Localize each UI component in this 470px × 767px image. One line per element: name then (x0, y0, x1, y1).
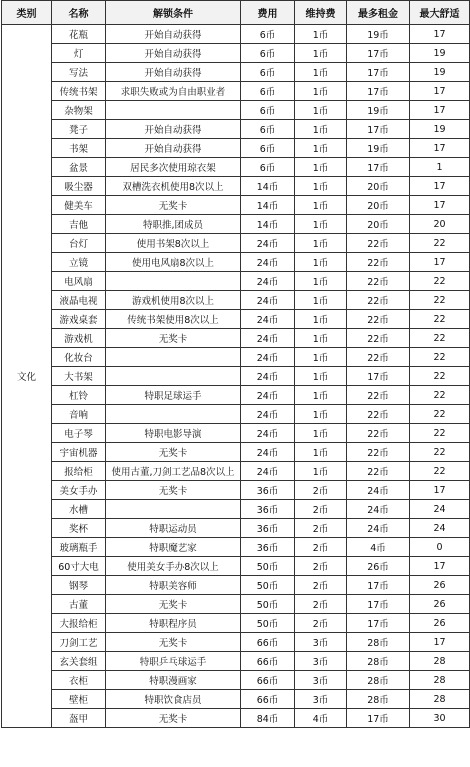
max-comfort-cell: 22 (410, 310, 470, 329)
max-rent-cell: 17币 (347, 614, 410, 633)
max-rent-cell: 28币 (347, 652, 410, 671)
item-name-cell: 美女手办 (52, 481, 106, 500)
max-comfort-cell: 0 (410, 538, 470, 557)
furniture-table (1, 0, 470, 728)
table-row (2, 234, 470, 253)
max-comfort-cell: 22 (410, 234, 470, 253)
unlock-condition-cell: 特职魔艺家 (106, 538, 241, 557)
max-rent-cell: 17币 (347, 367, 410, 386)
unlock-condition-cell: 开始自动获得 (106, 120, 241, 139)
cost-cell: 24币 (241, 405, 295, 424)
table-row (2, 671, 470, 690)
max-comfort-cell: 22 (410, 462, 470, 481)
max-rent-cell: 22币 (347, 272, 410, 291)
max-rent-cell: 28币 (347, 690, 410, 709)
max-rent-cell: 22币 (347, 424, 410, 443)
upkeep-cell: 1币 (295, 63, 347, 82)
header-cost: 费用 (241, 1, 295, 25)
max-comfort-cell: 17 (410, 196, 470, 215)
unlock-condition-cell: 特职美容师 (106, 576, 241, 595)
table-row (2, 519, 470, 538)
item-name-cell: 灯 (52, 44, 106, 63)
max-comfort-cell: 22 (410, 424, 470, 443)
cost-cell: 14币 (241, 196, 295, 215)
table-row (2, 63, 470, 82)
upkeep-cell: 1币 (295, 234, 347, 253)
max-comfort-cell: 24 (410, 500, 470, 519)
cost-cell: 6币 (241, 25, 295, 44)
table-row (2, 158, 470, 177)
max-rent-cell: 24币 (347, 519, 410, 538)
unlock-condition-cell: 无奖卡 (106, 633, 241, 652)
table-row (2, 348, 470, 367)
table-row (2, 272, 470, 291)
max-comfort-cell: 22 (410, 272, 470, 291)
unlock-condition-cell: 开始自动获得 (106, 25, 241, 44)
unlock-condition-cell (106, 367, 241, 386)
item-name-cell: 玻璃瓶手 (52, 538, 106, 557)
item-name-cell: 吸尘器 (52, 177, 106, 196)
cost-cell: 6币 (241, 120, 295, 139)
max-comfort-cell: 30 (410, 709, 470, 728)
unlock-condition-cell: 特职足球运手 (106, 386, 241, 405)
header-max-comfort: 最大舒适 (410, 1, 470, 25)
table-row (2, 177, 470, 196)
unlock-condition-cell: 双槽洗衣机使用8次以上 (106, 177, 241, 196)
unlock-condition-cell: 特职程序员 (106, 614, 241, 633)
cost-cell: 24币 (241, 386, 295, 405)
table-row (2, 329, 470, 348)
cost-cell: 24币 (241, 291, 295, 310)
max-comfort-cell: 17 (410, 25, 470, 44)
table-row (2, 291, 470, 310)
max-rent-cell: 22币 (347, 386, 410, 405)
upkeep-cell: 1币 (295, 196, 347, 215)
max-rent-cell: 22币 (347, 253, 410, 272)
max-comfort-cell: 17 (410, 177, 470, 196)
unlock-condition-cell: 特职运动员 (106, 519, 241, 538)
upkeep-cell: 2币 (295, 519, 347, 538)
unlock-condition-cell: 开始自动获得 (106, 63, 241, 82)
max-comfort-cell: 22 (410, 329, 470, 348)
upkeep-cell: 1币 (295, 443, 347, 462)
unlock-condition-cell: 无奖卡 (106, 709, 241, 728)
upkeep-cell: 1币 (295, 367, 347, 386)
item-name-cell: 花瓶 (52, 25, 106, 44)
table-row (2, 82, 470, 101)
item-name-cell: 古董 (52, 595, 106, 614)
item-name-cell: 凳子 (52, 120, 106, 139)
table-row (2, 367, 470, 386)
max-comfort-cell: 28 (410, 690, 470, 709)
item-name-cell: 盔甲 (52, 709, 106, 728)
max-rent-cell: 17币 (347, 576, 410, 595)
max-rent-cell: 19币 (347, 101, 410, 120)
max-comfort-cell: 17 (410, 82, 470, 101)
max-comfort-cell: 19 (410, 120, 470, 139)
unlock-condition-cell: 开始自动获得 (106, 44, 241, 63)
max-comfort-cell: 19 (410, 63, 470, 82)
upkeep-cell: 1币 (295, 101, 347, 120)
table-row (2, 500, 470, 519)
max-rent-cell: 20币 (347, 196, 410, 215)
table-row (2, 557, 470, 576)
table-row (2, 101, 470, 120)
cost-cell: 24币 (241, 253, 295, 272)
upkeep-cell: 4币 (295, 709, 347, 728)
item-name-cell: 水槽 (52, 500, 106, 519)
unlock-condition-cell: 特职乒乓球运手 (106, 652, 241, 671)
max-rent-cell: 17币 (347, 158, 410, 177)
cost-cell: 24币 (241, 443, 295, 462)
upkeep-cell: 2币 (295, 576, 347, 595)
item-name-cell: 音响 (52, 405, 106, 424)
max-comfort-cell: 22 (410, 386, 470, 405)
max-rent-cell: 17币 (347, 595, 410, 614)
cost-cell: 24币 (241, 367, 295, 386)
max-comfort-cell: 28 (410, 652, 470, 671)
unlock-condition-cell: 居民多次使用琼衣架 (106, 158, 241, 177)
cost-cell: 6币 (241, 63, 295, 82)
upkeep-cell: 1币 (295, 310, 347, 329)
cost-cell: 14币 (241, 177, 295, 196)
unlock-condition-cell: 特职推,团成员 (106, 215, 241, 234)
item-name-cell: 健美车 (52, 196, 106, 215)
max-rent-cell: 24币 (347, 500, 410, 519)
max-comfort-cell: 20 (410, 215, 470, 234)
item-name-cell: 吉他 (52, 215, 106, 234)
table-row (2, 253, 470, 272)
upkeep-cell: 2币 (295, 500, 347, 519)
table-row (2, 538, 470, 557)
cost-cell: 84币 (241, 709, 295, 728)
table-row (2, 652, 470, 671)
unlock-condition-cell: 使用古董,刀剑工艺品8次以上 (106, 462, 241, 481)
cost-cell: 14币 (241, 215, 295, 234)
unlock-condition-cell: 无奖卡 (106, 196, 241, 215)
max-comfort-cell: 17 (410, 139, 470, 158)
cost-cell: 50币 (241, 576, 295, 595)
upkeep-cell: 1币 (295, 272, 347, 291)
item-name-cell: 盆景 (52, 158, 106, 177)
max-rent-cell: 17币 (347, 709, 410, 728)
table-row (2, 215, 470, 234)
max-rent-cell: 20币 (347, 177, 410, 196)
unlock-condition-cell: 游戏机使用8次以上 (106, 291, 241, 310)
cost-cell: 24币 (241, 310, 295, 329)
max-comfort-cell: 17 (410, 253, 470, 272)
unlock-condition-cell: 使用书架8次以上 (106, 234, 241, 253)
upkeep-cell: 3币 (295, 690, 347, 709)
cost-cell: 36币 (241, 481, 295, 500)
cost-cell: 36币 (241, 519, 295, 538)
unlock-condition-cell (106, 348, 241, 367)
upkeep-cell: 1币 (295, 253, 347, 272)
table-row (2, 690, 470, 709)
table-row (2, 120, 470, 139)
item-name-cell: 电子琴 (52, 424, 106, 443)
max-comfort-cell: 22 (410, 405, 470, 424)
cost-cell: 50币 (241, 595, 295, 614)
cost-cell: 6币 (241, 44, 295, 63)
table-row (2, 595, 470, 614)
table-row (2, 462, 470, 481)
header-max-rent: 最多租金 (347, 1, 410, 25)
category-cell: 文化 (2, 25, 52, 728)
unlock-condition-cell (106, 272, 241, 291)
upkeep-cell: 1币 (295, 348, 347, 367)
item-name-cell: 壁柜 (52, 690, 106, 709)
max-comfort-cell: 26 (410, 614, 470, 633)
max-rent-cell: 22币 (347, 462, 410, 481)
unlock-condition-cell: 传统书架使用8次以上 (106, 310, 241, 329)
header-category: 类别 (2, 1, 52, 25)
max-comfort-cell: 22 (410, 443, 470, 462)
max-comfort-cell: 22 (410, 348, 470, 367)
upkeep-cell: 1币 (295, 120, 347, 139)
cost-cell: 24币 (241, 462, 295, 481)
max-rent-cell: 4币 (347, 538, 410, 557)
unlock-condition-cell (106, 101, 241, 120)
table-row (2, 405, 470, 424)
max-comfort-cell: 17 (410, 481, 470, 500)
max-rent-cell: 28币 (347, 633, 410, 652)
unlock-condition-cell: 使用电风扇8次以上 (106, 253, 241, 272)
header-row (2, 1, 470, 25)
max-rent-cell: 22币 (347, 291, 410, 310)
table-row (2, 196, 470, 215)
max-rent-cell: 22币 (347, 348, 410, 367)
cost-cell: 6币 (241, 82, 295, 101)
unlock-condition-cell: 特职漫画家 (106, 671, 241, 690)
item-name-cell: 台灯 (52, 234, 106, 253)
upkeep-cell: 1币 (295, 291, 347, 310)
item-name-cell: 游戏机 (52, 329, 106, 348)
max-comfort-cell: 24 (410, 519, 470, 538)
item-name-cell: 奖杯 (52, 519, 106, 538)
unlock-condition-cell: 使用美女手办8次以上 (106, 557, 241, 576)
table-row (2, 310, 470, 329)
upkeep-cell: 2币 (295, 595, 347, 614)
unlock-condition-cell: 无奖卡 (106, 443, 241, 462)
upkeep-cell: 3币 (295, 652, 347, 671)
table-row (2, 614, 470, 633)
table-row (2, 386, 470, 405)
max-comfort-cell: 17 (410, 633, 470, 652)
item-name-cell: 钢琴 (52, 576, 106, 595)
max-rent-cell: 17币 (347, 63, 410, 82)
item-name-cell: 杠铃 (52, 386, 106, 405)
item-name-cell: 立镜 (52, 253, 106, 272)
item-name-cell: 刀剑工艺 (52, 633, 106, 652)
cost-cell: 66币 (241, 671, 295, 690)
upkeep-cell: 1币 (295, 329, 347, 348)
upkeep-cell: 3币 (295, 671, 347, 690)
item-name-cell: 大报给柜 (52, 614, 106, 633)
max-rent-cell: 20币 (347, 215, 410, 234)
max-comfort-cell: 17 (410, 557, 470, 576)
item-name-cell: 传统书架 (52, 82, 106, 101)
max-comfort-cell: 17 (410, 101, 470, 120)
max-comfort-cell: 28 (410, 671, 470, 690)
max-rent-cell: 17币 (347, 44, 410, 63)
max-rent-cell: 22币 (347, 310, 410, 329)
item-name-cell: 60寸大电 (52, 557, 106, 576)
unlock-condition-cell: 无奖卡 (106, 595, 241, 614)
max-rent-cell: 22币 (347, 405, 410, 424)
max-rent-cell: 19币 (347, 139, 410, 158)
max-rent-cell: 28币 (347, 671, 410, 690)
upkeep-cell: 2币 (295, 481, 347, 500)
table-row (2, 424, 470, 443)
max-comfort-cell: 19 (410, 44, 470, 63)
unlock-condition-cell (106, 500, 241, 519)
cost-cell: 36币 (241, 500, 295, 519)
cost-cell: 24币 (241, 272, 295, 291)
upkeep-cell: 1币 (295, 177, 347, 196)
upkeep-cell: 1币 (295, 158, 347, 177)
max-rent-cell: 22币 (347, 234, 410, 253)
cost-cell: 36币 (241, 538, 295, 557)
unlock-condition-cell: 无奖卡 (106, 481, 241, 500)
max-comfort-cell: 26 (410, 595, 470, 614)
table-row (2, 709, 470, 728)
upkeep-cell: 1币 (295, 139, 347, 158)
table-row (2, 139, 470, 158)
unlock-condition-cell: 特职饮食店员 (106, 690, 241, 709)
cost-cell: 6币 (241, 101, 295, 120)
max-comfort-cell: 26 (410, 576, 470, 595)
upkeep-cell: 1币 (295, 405, 347, 424)
cost-cell: 6币 (241, 158, 295, 177)
upkeep-cell: 1币 (295, 386, 347, 405)
unlock-condition-cell: 开始自动获得 (106, 139, 241, 158)
cost-cell: 24币 (241, 424, 295, 443)
item-name-cell: 写法 (52, 63, 106, 82)
table-row (2, 576, 470, 595)
cost-cell: 24币 (241, 329, 295, 348)
max-rent-cell: 17币 (347, 82, 410, 101)
table-row (2, 25, 470, 44)
table-row (2, 443, 470, 462)
item-name-cell: 报给柜 (52, 462, 106, 481)
max-rent-cell: 22币 (347, 329, 410, 348)
cost-cell: 66币 (241, 633, 295, 652)
cost-cell: 24币 (241, 234, 295, 253)
upkeep-cell: 1币 (295, 424, 347, 443)
item-name-cell: 书架 (52, 139, 106, 158)
max-rent-cell: 22币 (347, 443, 410, 462)
upkeep-cell: 2币 (295, 557, 347, 576)
upkeep-cell: 1币 (295, 44, 347, 63)
upkeep-cell: 3币 (295, 633, 347, 652)
item-name-cell: 玄关套组 (52, 652, 106, 671)
upkeep-cell: 1币 (295, 462, 347, 481)
max-comfort-cell: 1 (410, 158, 470, 177)
unlock-condition-cell (106, 405, 241, 424)
upkeep-cell: 2币 (295, 538, 347, 557)
item-name-cell: 大书架 (52, 367, 106, 386)
unlock-condition-cell: 特职电影导演 (106, 424, 241, 443)
cost-cell: 66币 (241, 690, 295, 709)
upkeep-cell: 1币 (295, 215, 347, 234)
upkeep-cell: 1币 (295, 25, 347, 44)
item-name-cell: 游戏桌套 (52, 310, 106, 329)
upkeep-cell: 1币 (295, 82, 347, 101)
item-name-cell: 液晶电视 (52, 291, 106, 310)
cost-cell: 50币 (241, 557, 295, 576)
unlock-condition-cell: 求职失败或为自由职业者 (106, 82, 241, 101)
max-comfort-cell: 22 (410, 291, 470, 310)
item-name-cell: 化妆台 (52, 348, 106, 367)
unlock-condition-cell: 无奖卡 (106, 329, 241, 348)
item-name-cell: 衣柜 (52, 671, 106, 690)
upkeep-cell: 2币 (295, 614, 347, 633)
table-row (2, 633, 470, 652)
header-name: 名称 (52, 1, 106, 25)
item-name-cell: 杂物架 (52, 101, 106, 120)
max-rent-cell: 24币 (347, 481, 410, 500)
header-unlock-condition: 解锁条件 (106, 1, 241, 25)
header-upkeep: 维持费 (295, 1, 347, 25)
item-name-cell: 宇宙机器 (52, 443, 106, 462)
cost-cell: 24币 (241, 348, 295, 367)
max-comfort-cell: 22 (410, 367, 470, 386)
cost-cell: 50币 (241, 614, 295, 633)
cost-cell: 6币 (241, 139, 295, 158)
max-rent-cell: 26币 (347, 557, 410, 576)
cost-cell: 66币 (241, 652, 295, 671)
table-row (2, 481, 470, 500)
max-rent-cell: 17币 (347, 120, 410, 139)
max-rent-cell: 19币 (347, 25, 410, 44)
item-name-cell: 电风扇 (52, 272, 106, 291)
table-row (2, 44, 470, 63)
